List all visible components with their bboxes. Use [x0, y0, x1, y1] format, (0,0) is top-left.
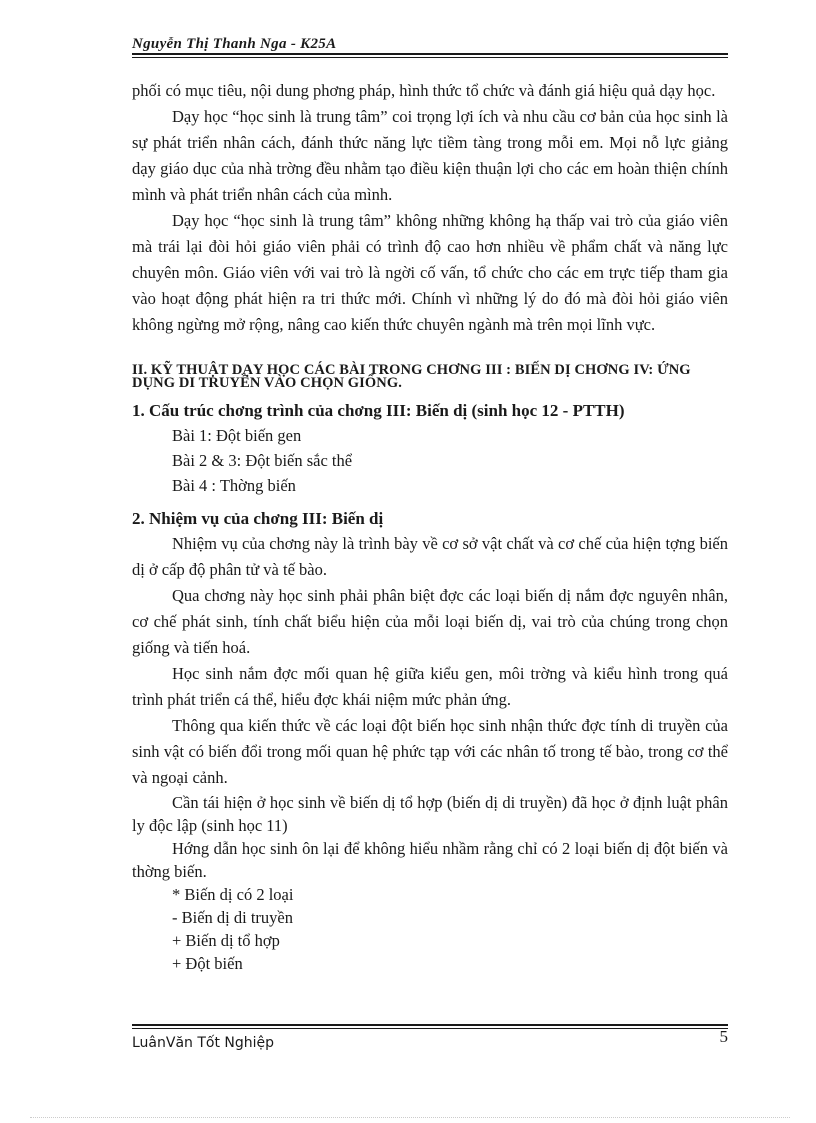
page-number: 5 [719, 1027, 728, 1046]
list-item: - Biến dị di truyền [172, 908, 293, 927]
list-item: * Biến dị có 2 loại [172, 885, 294, 904]
paragraph: Hớng dẫn học sinh ôn lại để không hiểu nhầm rằng chỉ có 2 loại biến dị đột biến và thờng biến. [132, 839, 728, 881]
footer-rule-thin [132, 1028, 728, 1029]
paragraph: phối có mục tiêu, nội dung phơng pháp, hình thức tổ chức và đánh giá hiệu quả dạy học. [132, 81, 716, 100]
document-body [132, 78, 728, 975]
page-header [132, 36, 728, 58]
paragraph: Qua chơng này học sinh phải phân biệt đợc các loại biến dị nắm đợc nguyên nhân, cơ chế phát sinh, tính chất biểu hiện của mỗi loại biến dị, vai trò của chúng trong chọn giống và tiến hoá. [132, 586, 728, 657]
subsection-heading-structure: 1. Cấu trúc chơng trình của chơng III: Biến dị (sinh học 12 - PTTH) [132, 401, 625, 420]
list-item: + Biến dị tổ hợp [172, 931, 280, 950]
tight-paragraphs [132, 791, 728, 975]
header-rule-thick [132, 53, 728, 55]
header-title: Nguyễn Thị Thanh Nga - K25A [132, 36, 337, 52]
paragraph: Dạy học “học sinh là trung tâm” coi trọng lợi ích và nhu cầu cơ bản của học sinh là sự phát triển nhân cách, đánh thức năng lực tiềm tàng trong mỗi em. Mọi nỗ lực giảng dạy giáo dục của nhà trờng đều nhằm tạo điều kiện thuận lợi cho các em hoàn thiện chính mình và phát triển nhân cách của mình. [132, 107, 728, 204]
section-heading: II. KỸ THUẬT DẠY HỌC CÁC BÀI TRONG CHƠNG III : BIẾN DỊ CHƠNG IV: ỨNG DỤNG DI TRUYỀN VÀO CHỌN GIỐNG. [132, 362, 691, 391]
subsection-heading-tasks: 2. Nhiệm vụ của chơng III: Biến dị [132, 509, 384, 528]
lesson-item: Bài 1: Đột biến gen [172, 426, 302, 445]
list-item: + Đột biến [172, 954, 243, 973]
footer-rule-thick [132, 1024, 728, 1026]
header-rule-thin [132, 57, 728, 58]
bottom-dotted-border [30, 1117, 790, 1118]
paragraph: Học sinh nắm đợc mối quan hệ giữa kiểu gen, môi trờng và kiểu hình trong quá trình phát triển cá thể, hiểu đợc khái niệm mức phản ứng. [132, 664, 728, 709]
paragraph: Cần tái hiện ở học sinh về biến dị tổ hợp (biến dị di truyền) đã học ở định luật phân ly độc lập (sinh học 11) [132, 793, 728, 835]
page-footer [132, 1021, 728, 1061]
footer-text: LuânVăn Tốt Nghiệp [132, 1035, 275, 1051]
paragraph: Dạy học “học sinh là trung tâm” không những không hạ thấp vai trò của giáo viên mà trái lại đòi hỏi giáo viên phải có trình độ cao hơn nhiều về phẩm chất và năng lực chuyên môn. Giáo viên với vai trò là ngời cố vấn, tổ chức cho các em trực tiếp tham gia vào hoạt động phát hiện ra tri thức mới. Chính vì những lý do đó mà đòi hỏi giáo viên không ngừng mở rộng, nâng cao kiến thức chuyên ngành mà trên mọi lĩnh vực. [132, 211, 728, 334]
paragraph: Thông qua kiến thức về các loại đột biến học sinh nhận thức đợc tính di truyền của sinh vật có biến đổi trong mối quan hệ phức tạp với các nhân tố trong tế bào, trong cơ thể và ngoại cảnh. [132, 716, 728, 787]
paragraph: Nhiệm vụ của chơng này là trình bày về cơ sở vật chất và cơ chế của hiện tợng biến dị ở cấp độ phân tử và tế bào. [132, 534, 728, 579]
lesson-item: Bài 2 & 3: Đột biến sắc thể [172, 451, 353, 470]
lesson-item: Bài 4 : Thờng biến [172, 476, 296, 495]
